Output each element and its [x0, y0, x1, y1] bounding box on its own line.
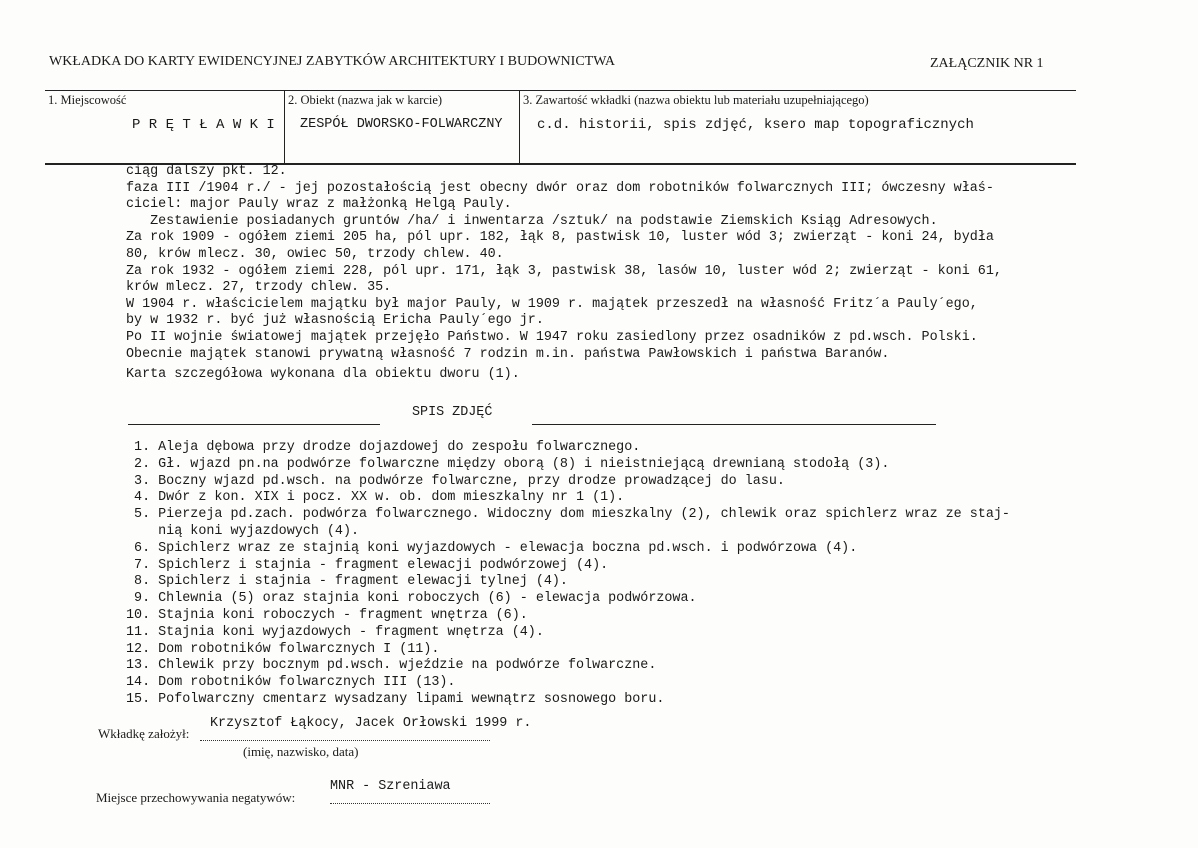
photo-list-item: 10. Stajnia koni roboczych - fragment wnętrza (6). [126, 608, 528, 623]
founded-label: Wkładkę założył: [98, 726, 190, 741]
photo-list-item: 3. Boczny wjazd pd.wsch. na podwórze folwarczne, przy drodze prowadzącej do lasu. [126, 473, 785, 489]
place-value: P R Ę T Ł A W K I [132, 117, 275, 133]
history-line: 80, krów mlecz. 30, owiec 50, trzody chlew. 40. [126, 247, 504, 262]
place-label: 1. Miejscowość [48, 93, 127, 107]
photos-heading: SPIS ZDJĘĆ [412, 405, 493, 420]
history-line: W 1904 r. właścicielem majątku był major Pauly, w 1909 r. majątek przeszedł na własność Fritz´a Pauly´ego, [126, 296, 978, 312]
negatives-dotted-line [330, 803, 490, 804]
history-line: by w 1932 r. być już własnością Ericha Pauly´ego jr. [126, 313, 544, 329]
photo-list-item: 8. Spichlerz i stajnia - fragment elewacji tylnej (4). [126, 574, 568, 590]
photo-list-item: 12. Dom robotników folwarcznych I (11). [126, 641, 440, 657]
history-line: Karta szczegółowa wykonana dla obiektu dworu (1). [126, 367, 520, 383]
history-line: Zestawienie posiadanych gruntów /ha/ i inwentarza /sztuk/ na podstawie Ziemskich Ksiąg Adresowych. [126, 213, 938, 229]
photo-list-item: 13. Chlewik przy bocznym pd.wsch. wjeździe na podwórze folwarczne. [126, 658, 657, 674]
attachment-number: ZAŁĄCZNIK NR 1 [930, 56, 1044, 71]
object-label: 2. Obiekt (nazwa jak w karcie) [288, 93, 443, 107]
object-value: ZESPÓŁ DWORSKO-FOLWARCZNY [300, 117, 503, 132]
history-line: Za rok 1932 - ogółem ziemi 228, pól upr. 171, łąk 3, pastwisk 38, lasów 10, luster wód 2; zwierząt - koni 61, [126, 263, 1002, 279]
document-title: WKŁADKA DO KARTY EWIDENCYJNEJ ZABYTKÓW ARCHITEKTURY I BUDOWNICTWA [49, 54, 615, 69]
table-divider-2 [519, 90, 520, 164]
negatives-label: Miejsce przechowywania negatywów: [96, 790, 296, 805]
photo-list-item: 11. Stajnia koni wyjazdowych - fragment wnętrza (4). [126, 624, 544, 640]
negatives-value: MNR - Szreniawa [330, 779, 451, 794]
photo-list-item: 7. Spichlerz i stajnia - fragment elewacji podwórzowej (4). [126, 557, 609, 573]
photo-list-item: 4. Dwór z kon. XIX i pocz. XX w. ob. dom mieszkalny nr 1 (1). [126, 490, 625, 506]
photo-list-item: 14. Dom robotników folwarcznych III (13). [126, 675, 456, 691]
photo-list-item: 1. Aleja dębowa przy drodze dojazdowej do zespołu folwarcznego. [126, 440, 641, 455]
history-line: ciąg dalszy pkt. 12. [126, 164, 287, 179]
history-line: krów mlecz. 27, trzody chlew. 35. [126, 280, 392, 296]
founded-dotted-line [200, 740, 490, 741]
contents-value: c.d. historii, spis zdjęć, ksero map topograficznych [537, 117, 974, 133]
photo-list-item: 5. Pierzeja pd.zach. podwórza folwarcznego. Widoczny dom mieszkalny (2), chlewik oraz spichlerz wraz ze staj- [126, 507, 1010, 523]
founded-hint: (imię, nazwisko, data) [243, 744, 359, 759]
contents-label: 3. Zawartość wkładki (nazwa obiektu lub materiału uzupełniającego) [523, 93, 869, 107]
history-line: faza III /1904 r./ - jej pozostałością jest obecny dwór oraz dom robotników folwarcznych III; ówczesny właś- [126, 180, 994, 196]
heading-rule-right [532, 424, 936, 425]
table-top-border [45, 90, 1076, 91]
founded-value: Krzysztof Łąkocy, Jacek Orłowski 1999 r. [210, 716, 532, 731]
history-line: ciciel: major Pauly wraz z małżonką Helgą Pauly. [126, 197, 512, 213]
photo-list-item: nią koni wyjazdowych (4). [126, 524, 360, 539]
photo-list-item: 15. Pofolwarczny cmentarz wysadzany lipami wewnątrz sosnowego boru. [126, 692, 665, 707]
photo-list-item: 6. Spichlerz wraz ze stajnią koni wyjazdowych - elewacja boczna pd.wsch. i podwórzowa (4). [126, 540, 858, 556]
history-line: Za rok 1909 - ogółem ziemi 205 ha, pól upr. 182, łąk 8, pastwisk 10, luster wód 3; zwierząt - koni 24, bydła [126, 230, 994, 246]
photo-list-item: 9. Chlewnia (5) oraz stajnia koni roboczych (6) - elewacja podwórzowa. [126, 591, 697, 607]
photo-list-item: 2. Gł. wjazd pn.na podwórze folwarczne między oborą (8) i nieistniejącą drewnianą stodołą (3). [126, 456, 890, 472]
heading-rule-left [128, 424, 380, 425]
table-divider-1 [284, 90, 285, 164]
history-line: Obecnie majątek stanowi prywatną własność 7 rodzin m.in. państwa Pawłowskich i państwa Baranów. [126, 346, 890, 362]
history-line: Po II wojnie światowej majątek przejęło Państwo. W 1947 roku zasiedlony przez osadników z pd.wsch. Polski. [126, 330, 978, 345]
